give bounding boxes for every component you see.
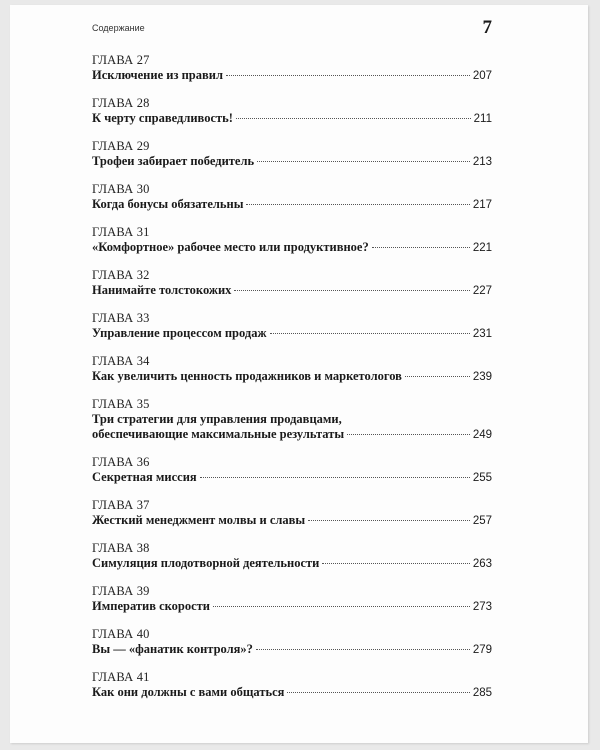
chapter-title: Императив скорости <box>92 599 211 613</box>
page-ref: 221 <box>472 242 492 254</box>
page-ref: 207 <box>472 70 492 82</box>
page-ref: 231 <box>472 328 492 340</box>
chapter-title: Когда бонусы обязательны <box>92 197 244 211</box>
chapter-title: Секретная миссия <box>92 470 197 484</box>
toc-entry-32[interactable] <box>92 268 492 311</box>
toc-entry-38[interactable] <box>92 541 492 584</box>
chapter-title: Нанимайте толстокожих <box>92 283 232 297</box>
chapter-label: ГЛАВА 40 <box>92 627 150 641</box>
running-title: Содержание <box>92 23 145 33</box>
page-ref: 279 <box>472 644 492 656</box>
chapter-label: ГЛАВА 28 <box>92 96 150 110</box>
chapter-label: ГЛАВА 31 <box>92 225 150 239</box>
dot-leader <box>405 376 470 377</box>
toc-entry-33[interactable] <box>92 311 492 354</box>
page-ref: 227 <box>472 285 492 297</box>
chapter-title: «Комфортное» рабочее место или продуктивное? <box>92 240 369 254</box>
chapter-title: Как они должны с вами общаться <box>92 685 285 699</box>
dot-leader <box>256 649 470 650</box>
toc-entry-35[interactable] <box>92 397 492 455</box>
chapter-label: ГЛАВА 37 <box>92 498 150 512</box>
chapter-label: ГЛАВА 36 <box>92 455 150 469</box>
chapter-label: ГЛАВА 27 <box>92 53 150 67</box>
chapter-label: ГЛАВА 33 <box>92 311 150 325</box>
chapter-title: Как увеличить ценность продажников и маркетологов <box>92 369 402 383</box>
chapter-title: Управление процессом продаж <box>92 326 267 340</box>
chapter-title: Исключение из правил <box>92 68 223 82</box>
toc-entry-37[interactable] <box>92 498 492 541</box>
table-of-contents <box>92 53 492 713</box>
toc-entry-39[interactable] <box>92 584 492 627</box>
toc-entry-34[interactable] <box>92 354 492 397</box>
dot-leader <box>347 434 470 435</box>
chapter-title: Жесткий менеджмент молвы и славы <box>92 513 306 527</box>
dot-leader <box>308 520 470 521</box>
page-ref: 239 <box>472 371 492 383</box>
dot-leader <box>236 118 471 119</box>
toc-entry-30[interactable] <box>92 182 492 225</box>
page-ref: 263 <box>472 558 492 570</box>
toc-entry-41[interactable] <box>92 670 492 713</box>
chapter-label: ГЛАВА 38 <box>92 541 150 555</box>
chapter-label: ГЛАВА 34 <box>92 354 150 368</box>
toc-entry-29[interactable] <box>92 139 492 182</box>
page-ref: 255 <box>472 472 492 484</box>
page-ref: 257 <box>472 515 492 527</box>
dot-leader <box>372 247 470 248</box>
page-ref: 273 <box>472 601 492 613</box>
chapter-title: Симуляция плодотворной деятельности <box>92 556 320 570</box>
dot-leader <box>213 606 470 607</box>
dot-leader <box>322 563 469 564</box>
chapter-label: ГЛАВА 32 <box>92 268 150 282</box>
dot-leader <box>270 333 470 334</box>
toc-entry-28[interactable] <box>92 96 492 139</box>
dot-leader <box>287 692 469 693</box>
page-number: 7 <box>482 17 492 38</box>
chapter-label: ГЛАВА 41 <box>92 670 150 684</box>
chapter-title: К черту справедливость! <box>92 111 233 125</box>
chapter-label: ГЛАВА 39 <box>92 584 150 598</box>
page-ref: 285 <box>472 687 492 699</box>
chapter-label: ГЛАВА 29 <box>92 139 150 153</box>
page-ref: 213 <box>472 156 492 168</box>
toc-entry-36[interactable] <box>92 455 492 498</box>
chapter-title: Трофеи забирает победитель <box>92 154 255 168</box>
toc-entry-31[interactable] <box>92 225 492 268</box>
dot-leader <box>226 75 470 76</box>
chapter-title-line-2: обеспечивающие максимальные результаты <box>92 427 345 441</box>
dot-leader <box>200 477 470 478</box>
page-ref: 211 <box>473 113 492 125</box>
chapter-title-line-1: Три стратегии для управления продавцами, <box>92 412 342 426</box>
page-ref: 217 <box>472 199 492 211</box>
dot-leader <box>257 161 470 162</box>
toc-entry-40[interactable] <box>92 627 492 670</box>
dot-leader <box>246 204 469 205</box>
book-page <box>10 5 588 743</box>
page-ref: 249 <box>472 429 492 441</box>
dot-leader <box>234 290 469 291</box>
chapter-label: ГЛАВА 30 <box>92 182 150 196</box>
chapter-title: Вы — «фанатик контроля»? <box>92 642 253 656</box>
chapter-label: ГЛАВА 35 <box>92 397 150 411</box>
toc-entry-27[interactable] <box>92 53 492 96</box>
